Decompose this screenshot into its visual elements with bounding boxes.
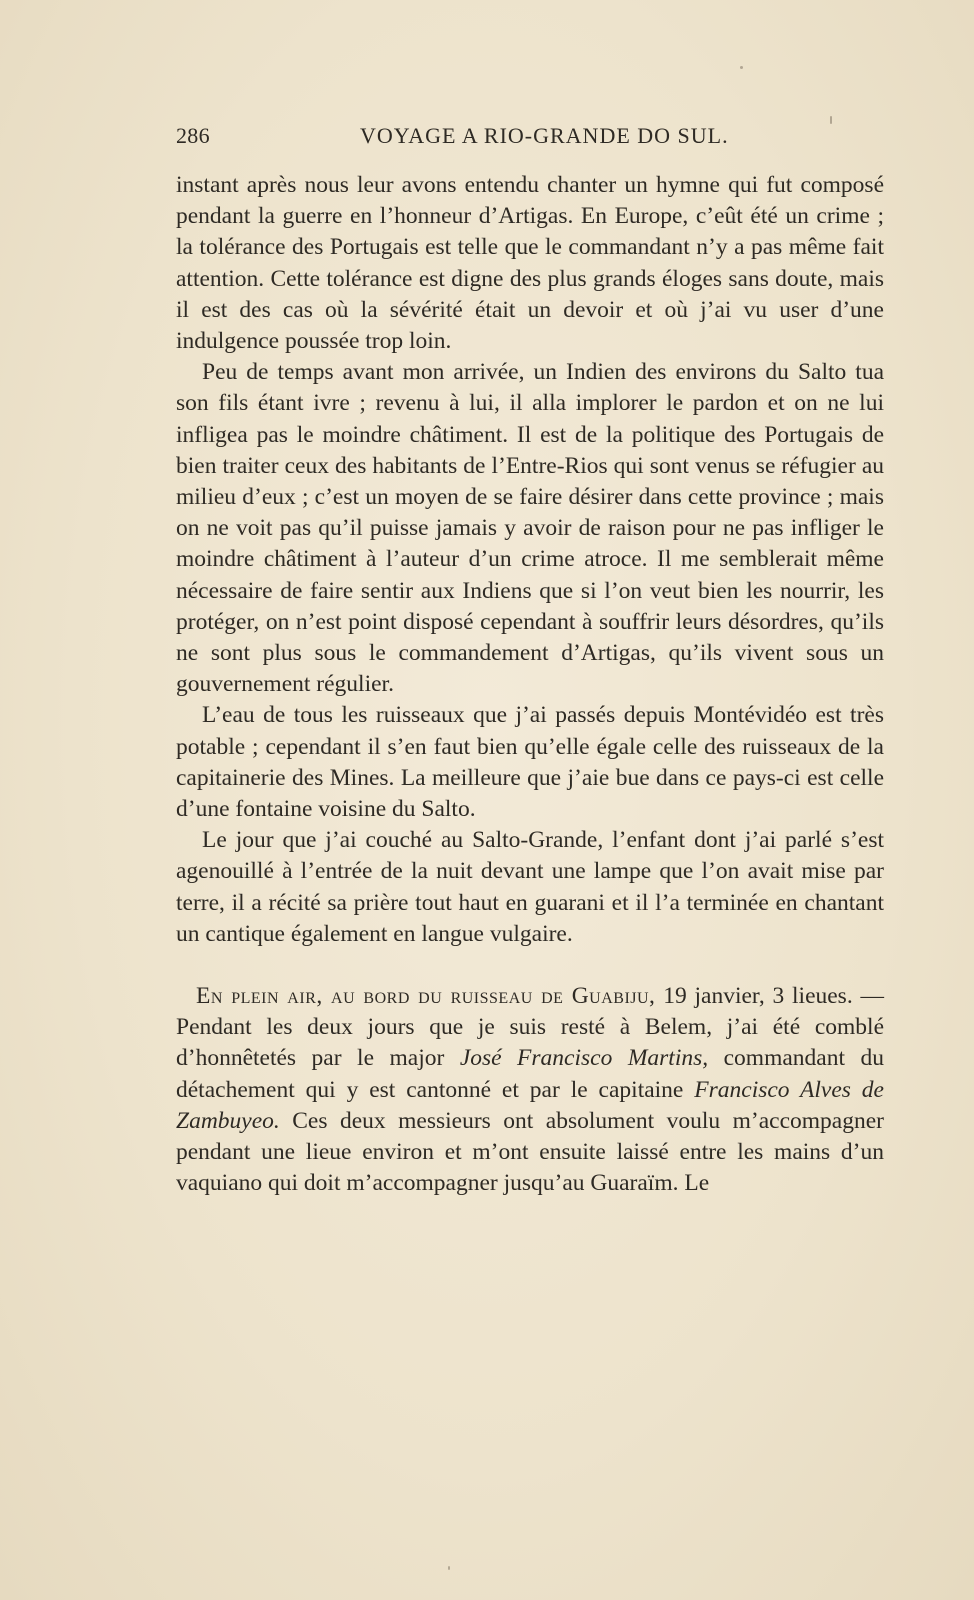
person-name-1: José Francisco Martins, <box>459 1045 709 1072</box>
page-number: 286 <box>176 123 210 148</box>
running-header <box>176 123 884 153</box>
journal-entry <box>176 981 884 1199</box>
paper-speck <box>830 116 832 124</box>
paper-speck <box>740 66 743 69</box>
entry-text-3: Ces deux messieurs ont absolument voulu m’accompagner pendant une lieue environ et m’ont ensuite laissé entre les mains d’un vaquiano qui doit m’accompagner jusqu’au Guaraïm. Le <box>176 1107 884 1197</box>
paragraph-1: instant après nous leur avons entendu chanter un hymne qui fut composé pendant la guerre en l’honneur d’Artigas. En Europe, c’eût été un crime ; la tolérance des Portugais est telle que le commandant n’y a pas même fait attention. Cette tolérance est digne des plus grands éloges sans doute, mais il est des cas où la sévérité était un devoir et où j’ai vu user d’une indulgence poussée trop loin. <box>176 172 884 355</box>
paragraph-2: Peu de temps avant mon arrivée, un Indien des environs du Salto tua son fils étant ivre ; revenu à lui, il alla implorer le pardon et on ne lui infligea pas le moindre châtiment. Il est de la politique des Portugais de bien traiter ceux des habitants de l’Entre-Rios qui sont venus se réfugier au milieu d’eux ; c’est un moyen de se faire désirer dans cette province ; mais on ne voit pas qu’il puisse jamais y avoir de raison pour ne pas infliger le moindre châtiment à l’auteur d’un crime atroce. Il me semblerait même nécessaire de faire sentir aux Indiens que si l’on veut bien les nourrir, les protéger, on n’est point disposé cependant à souffrir leurs désordres, qu’ils ne sont plus sous le commandement d’Artigas, qu’ils vivent sous un gouvernement régulier. <box>176 359 884 698</box>
running-title: VOYAGE A RIO-GRANDE DO SUL. <box>360 123 729 148</box>
entry-heading: En plein air, au bord du ruisseau de Guabiju, <box>196 983 656 1010</box>
paragraph-3: L’eau de tous les ruisseaux que j’ai passés depuis Montévidéo est très potable ; cependant il s’en faut bien qu’elle égale celle des ruisseaux de la capitainerie des Mines. La meilleure que j’aie bue dans ce pays-ci est celle d’une fontaine voisine du Salto. <box>176 702 884 823</box>
entry-text-2: commandant du détachement qui y est cantonné et par le capitaine <box>176 1045 884 1103</box>
paper-speck <box>448 1566 450 1570</box>
paragraph-4: Le jour que j’ai couché au Salto-Grande, l’enfant dont j’ai parlé s’est agenouillé à l’entrée de la nuit devant une lampe que l’on avait mise par terre, il a récité sa prière tout haut en guarani et il l’a terminée en chantant un cantique également en langue vulgaire. <box>176 827 884 947</box>
person-name-2: Francisco Alves de Zambuyeo. <box>176 1076 884 1134</box>
entry-text-1: 19 janvier, 3 lieues. — Pendant les deux jours que je suis resté à Belem, j’ai été comblé d’honnêtetés par le major <box>176 983 884 1072</box>
body-text <box>176 170 884 1200</box>
